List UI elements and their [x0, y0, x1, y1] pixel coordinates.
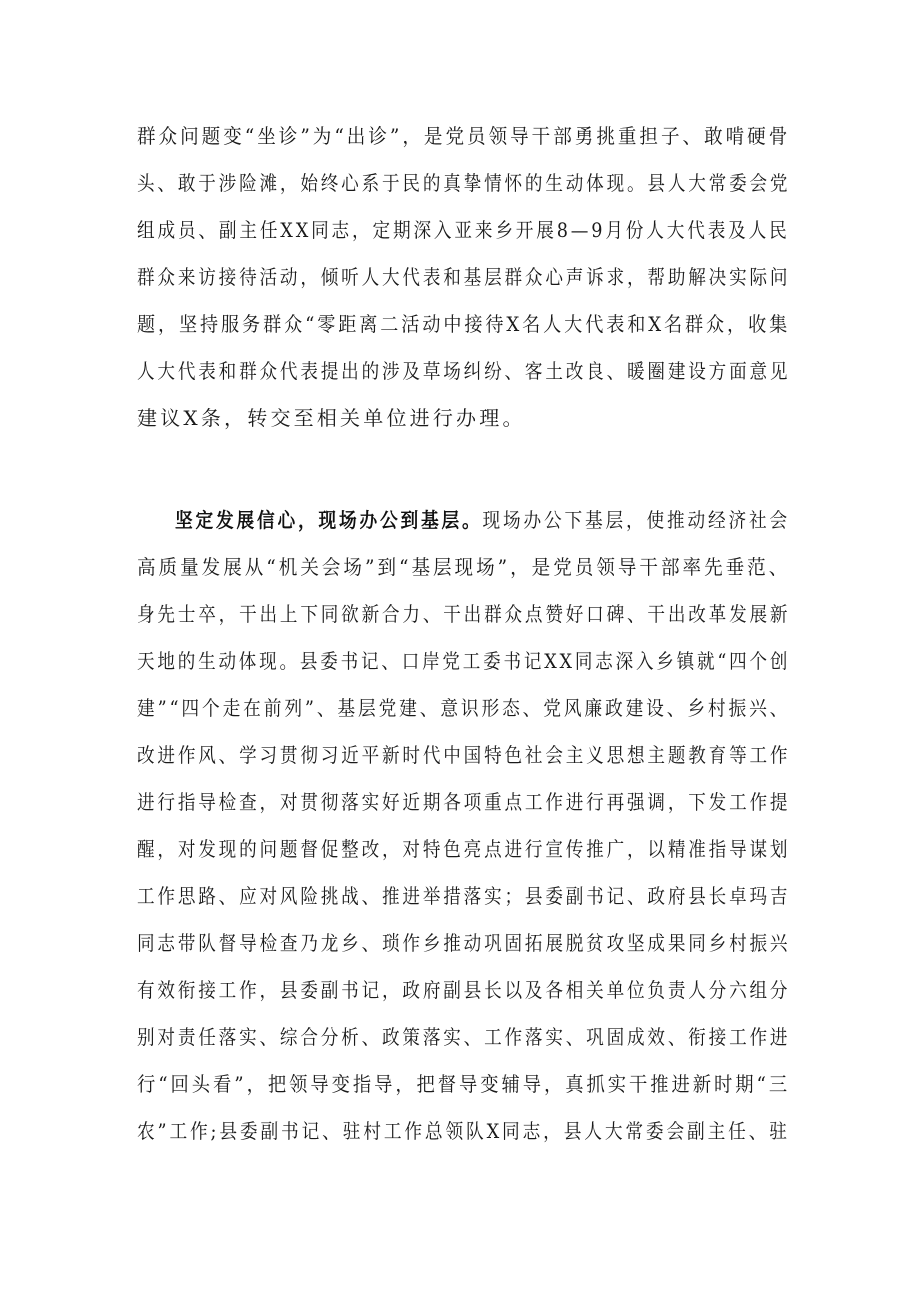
paragraph-line: 建”“四个走在前列”、基层党建、意识形态、党风廉政建设、乡村振兴、	[137, 696, 791, 720]
paragraph-line: 天地的生动体现。县委书记、口岸党工委书记XX同志深入乡镇就“四个创	[137, 649, 791, 673]
paragraph-line: 别对责任落实、综合分析、政策落实、工作落实、巩固成效、衔接工作进	[137, 1025, 791, 1049]
paragraph-line: 群众来访接待活动，倾听人大代表和基层群众心声诉求，帮助解决实际问	[137, 265, 791, 289]
paragraph-text: 现场办公下基层，使推动经济社会	[482, 508, 790, 532]
paragraph-line: 群众问题变“坐诊”为“出诊”，是党员领导干部勇挑重担子、敢啃硬骨	[137, 124, 791, 148]
paragraph-first-line	[175, 508, 790, 532]
paragraph-line: 身先士卒，干出上下同欲新合力、干出群众点赞好口碑、干出改革发展新	[137, 602, 791, 626]
paragraph-line: 人大代表和群众代表提出的涉及草场纠纷、客土改良、暖圈建设方面意见	[137, 359, 791, 383]
paragraph-line: 醒，对发现的问题督促整改，对特色亮点进行宣传推广，以精准指导谋划	[137, 837, 791, 861]
paragraph-line: 组成员、副主任XX同志，定期深入亚来乡开展8—9月份人大代表及人民	[137, 218, 790, 242]
paragraph-line: 同志带队督导检查乃龙乡、琐作乡推动巩固拓展脱贫攻坚成果同乡村振兴	[137, 931, 791, 955]
paragraph-line: 进行指导检查，对贯彻落实好近期各项重点工作进行再强调，下发工作提	[137, 790, 791, 814]
paragraph-line: 有效衔接工作，县委副书记，政府副县长以及各相关单位负责人分六组分	[137, 978, 791, 1002]
paragraph-line: 工作思路、应对风险挑战、推进举措落实；县委副书记、政府县长卓玛吉	[137, 884, 791, 908]
paragraph-line: 建议X条，转交至相关单位进行办理。	[137, 406, 526, 430]
section-heading: 坚定发展信心，现场办公到基层。	[175, 508, 483, 532]
paragraph-line: 农”工作;县委副书记、驻村工作总领队X同志，县人大常委会副主任、驻	[137, 1119, 790, 1143]
paragraph-line: 行“回头看”，把领导变指导，把督导变辅导，真抓实干推进新时期“三	[137, 1072, 791, 1096]
paragraph-line: 高质量发展从“机关会场”到“基层现场”，是党员领导干部率先垂范、	[137, 555, 791, 579]
paragraph-line: 改进作风、学习贯彻习近平新时代中国特色社会主义思想主题教育等工作	[137, 743, 791, 767]
paragraph-line: 题，坚持服务群众“零距离二活动中接待X名人大代表和X名群众，收集	[137, 312, 791, 336]
paragraph-line: 头、敢于涉险滩，始终心系于民的真挚情怀的生动体现。县人大常委会党	[137, 171, 791, 195]
